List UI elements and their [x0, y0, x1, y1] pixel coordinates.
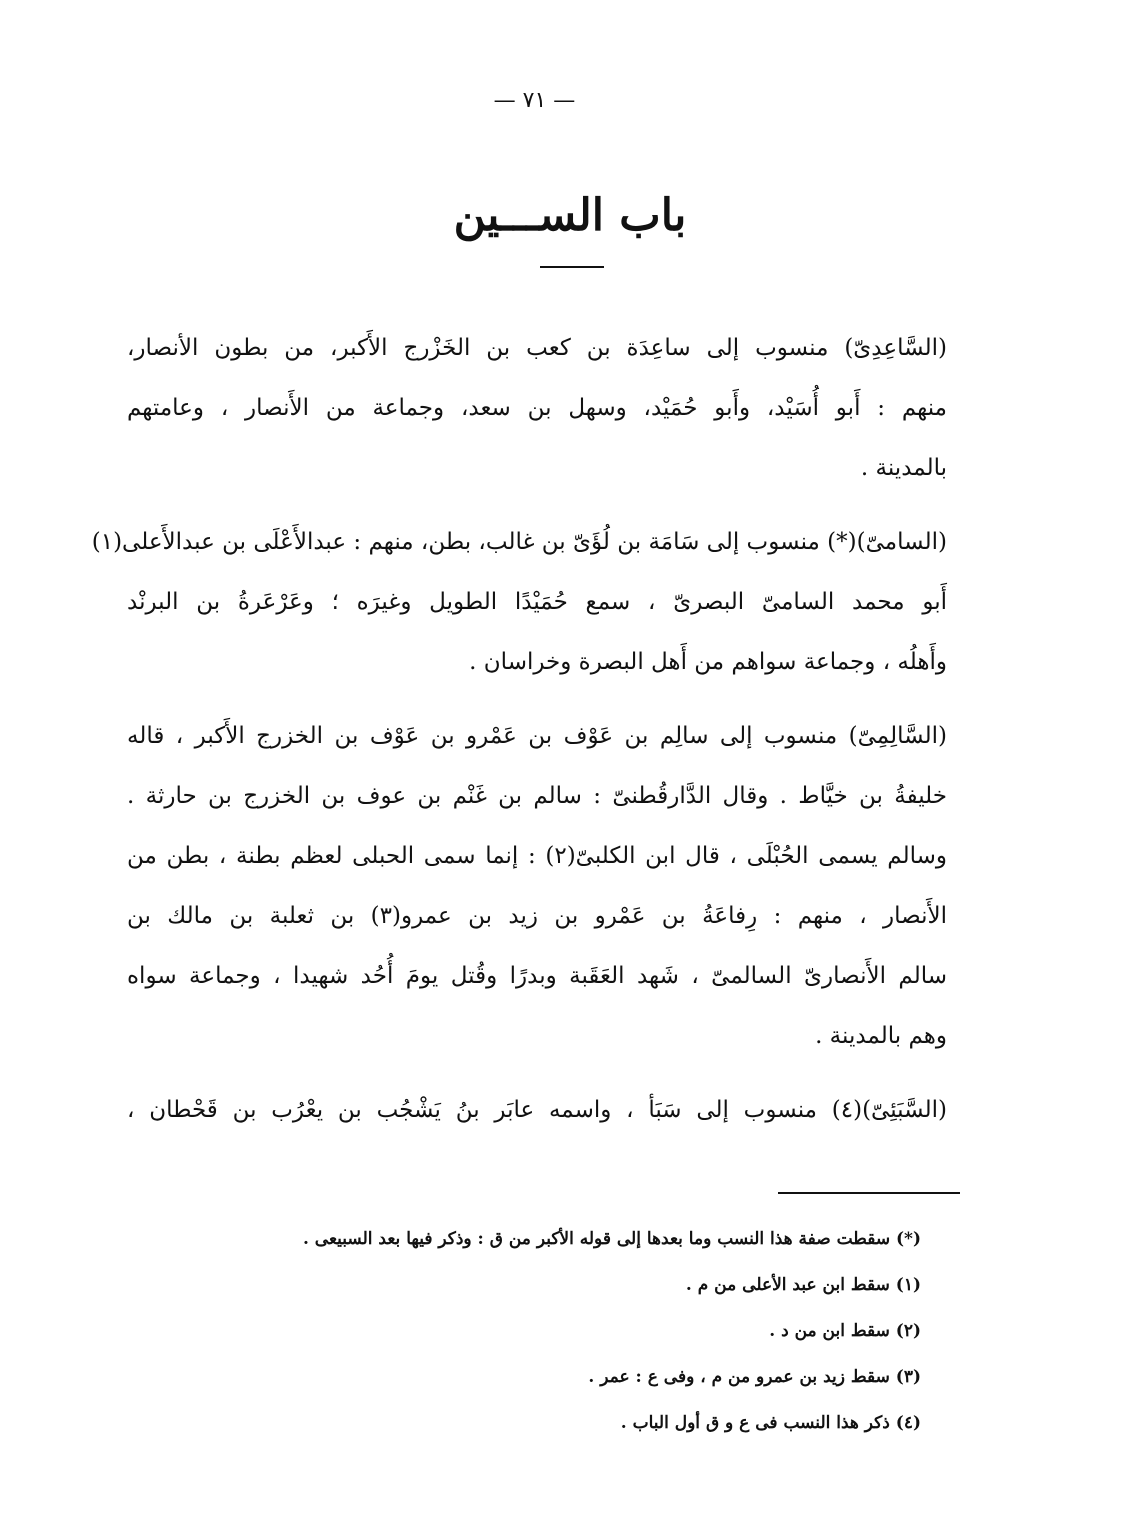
entry-salimi [127, 706, 947, 1066]
entry-line: خليفةُ بن خيَّاط . وقال الدَّارقُطنىّ : سالم بن غَنْم بن عوف بن الخزرج بن حارثة . [127, 783, 947, 809]
entry-line: الأَنصار ، منهم : رِفاعَةُ بن عَمْرو بن زيد بن عمرو(٣) بن ثعلبة بن مالك بن [127, 903, 947, 929]
entry-line: (السَّاعِدِىّ) منسوب إلى ساعِدَة بن كعب بن الخَزْرج الأَكبر، من بطون الأنصار، [127, 335, 947, 361]
chapter-title: باب الســـين [453, 190, 687, 241]
entry-sami [91, 512, 947, 692]
footnotes [161, 1216, 921, 1446]
entry-line: (السَّالِمِىّ) منسوب إلى سالِم بن عَوْف بن عَمْرو بن عَوْف بن الخزرج الأَكبر ، قاله [127, 723, 947, 749]
footnote-star: (*) سقطت صفة هذا النسب وما بعدها إلى قوله الأكبر من ق : وذكر فيها بعد السبيعى . [302, 1229, 921, 1249]
footnote-3: (٣) سقط زيد بن عمرو من م ، وفى ع : عمر . [588, 1367, 921, 1387]
entry-line: منهم : أَبو أُسَيْد، وأَبو حُمَيْد، وسهل بن سعد، وجماعة من الأَنصار ، وعامتهم [127, 395, 947, 421]
footnote-4: (٤) ذكر هذا النسب فى ع و ق أول الباب . [620, 1413, 921, 1433]
page-number: — ٧١ — [493, 88, 576, 113]
entry-saidi [127, 318, 947, 498]
entry-sabai [127, 1080, 947, 1140]
entry-line: سالم الأَنصارىّ السالمىّ ، شَهد العَقَبة وبدرًا وقُتل يومَ أُحُد شهيدا ، وجماعة سواه [127, 963, 947, 989]
footnote-1: (١) سقط ابن عبد الأعلى من م . [685, 1275, 921, 1295]
entry-line: (السامىّ)(*) منسوب إلى سَامَة بن لُؤَىّ بن غالب، بطن، منهم : عبدالأَعْلَى بن عبدالأَعلى(١) [91, 529, 947, 555]
entry-line: بالمدينة . [860, 455, 947, 481]
entry-line: وسالم يسمى الحُبْلَى ، قال ابن الكلبىّ(٢) : إنما سمى الحبلى لعظم بطنة ، بطن من [127, 843, 947, 869]
entries-body [91, 318, 947, 1154]
title-underline [540, 266, 604, 268]
footnote-separator [778, 1192, 960, 1194]
footnote-2: (٢) سقط ابن من د . [769, 1321, 921, 1341]
entry-line: وهم بالمدينة . [815, 1023, 947, 1049]
entry-line: وأَهلُه ، وجماعة سواهم من أَهل البصرة وخراسان . [469, 649, 947, 675]
entry-line: (السَّبَئِىّ)(٤) منسوب إلى سَبَأ ، واسمه عابَر بنُ يَشْجُب بن يعْرُب بن قَحْطان ، [127, 1097, 947, 1123]
entry-line: أَبو محمد السامىّ البصرىّ ، سمع حُمَيْدًا الطويل وغيرَه ؛ وعَرْعَرةُ بن البرنْد [127, 589, 947, 615]
